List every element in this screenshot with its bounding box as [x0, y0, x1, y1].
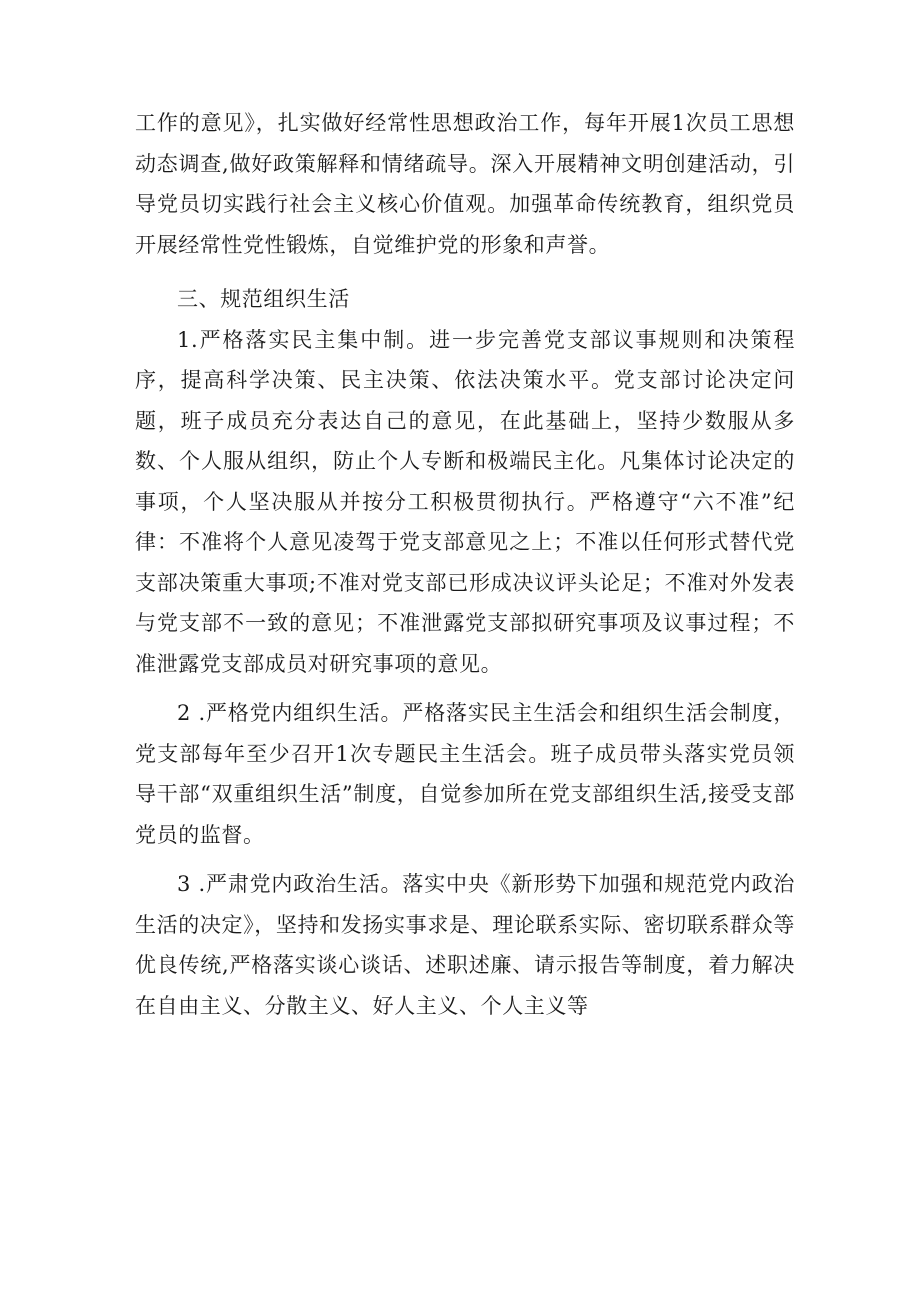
paragraph-continued: 工作的意见》，扎实做好经常性思想政治工作，每年开展1次员工思想动态调查,做好政策解释和情绪疏导。深入开展精神文明创建活动，引导党员切实践行社会主义核心价值观。加强革命传统教育，组织党员开展经常性党性锻炼，自觉维护党的形象和声誉。 — [135, 111, 795, 257]
paragraph-organization-life: 2 .严格党内组织生活。严格落实民主生活会和组织生活会制度，党支部每年至少召开1次专题民主生活会。班子成员带头落实党员领导干部“双重组织生活”制度，自觉参加所在党支部组织生活,接受支部党员的监督。 — [135, 701, 795, 847]
document-body — [135, 103, 795, 1035]
paragraph-democratic-centralism: 1.严格落实民主集中制。进一步完善党支部议事规则和决策程序，提高科学决策、民主决策、依法决策水平。党支部讨论决定问题，班子成员充分表达自己的意见，在此基础上，坚持少数服从多数、个人服从组织，防止个人专断和极端民主化。凡集体讨论决定的事项，个人坚决服从并按分工积极贯彻执行。严格遵守“六不准”纪律：不准将个人意见凌驾于党支部意见之上；不准以任何形式替代党支部决策重大事项;不准对党支部已形成决议评头论足；不准对外发表与党支部不一致的意见；不准泄露党支部拟研究事项及议事过程；不准泄露党支部成员对研究事项的意见。 — [135, 327, 795, 676]
section-heading: 三、规范组织生活 — [177, 287, 350, 311]
paragraph-political-life: 3 .严肃党内政治生活。落实中央《新形势下加强和规范党内政治生活的决定》，坚持和发扬实事求是、理论联系实际、密切联系群众等优良传统,严格落实谈心谈话、述职述廉、请示报告等制度，着力解决在自由主义、分散主义、好人主义、个人主义等 — [135, 872, 795, 1018]
